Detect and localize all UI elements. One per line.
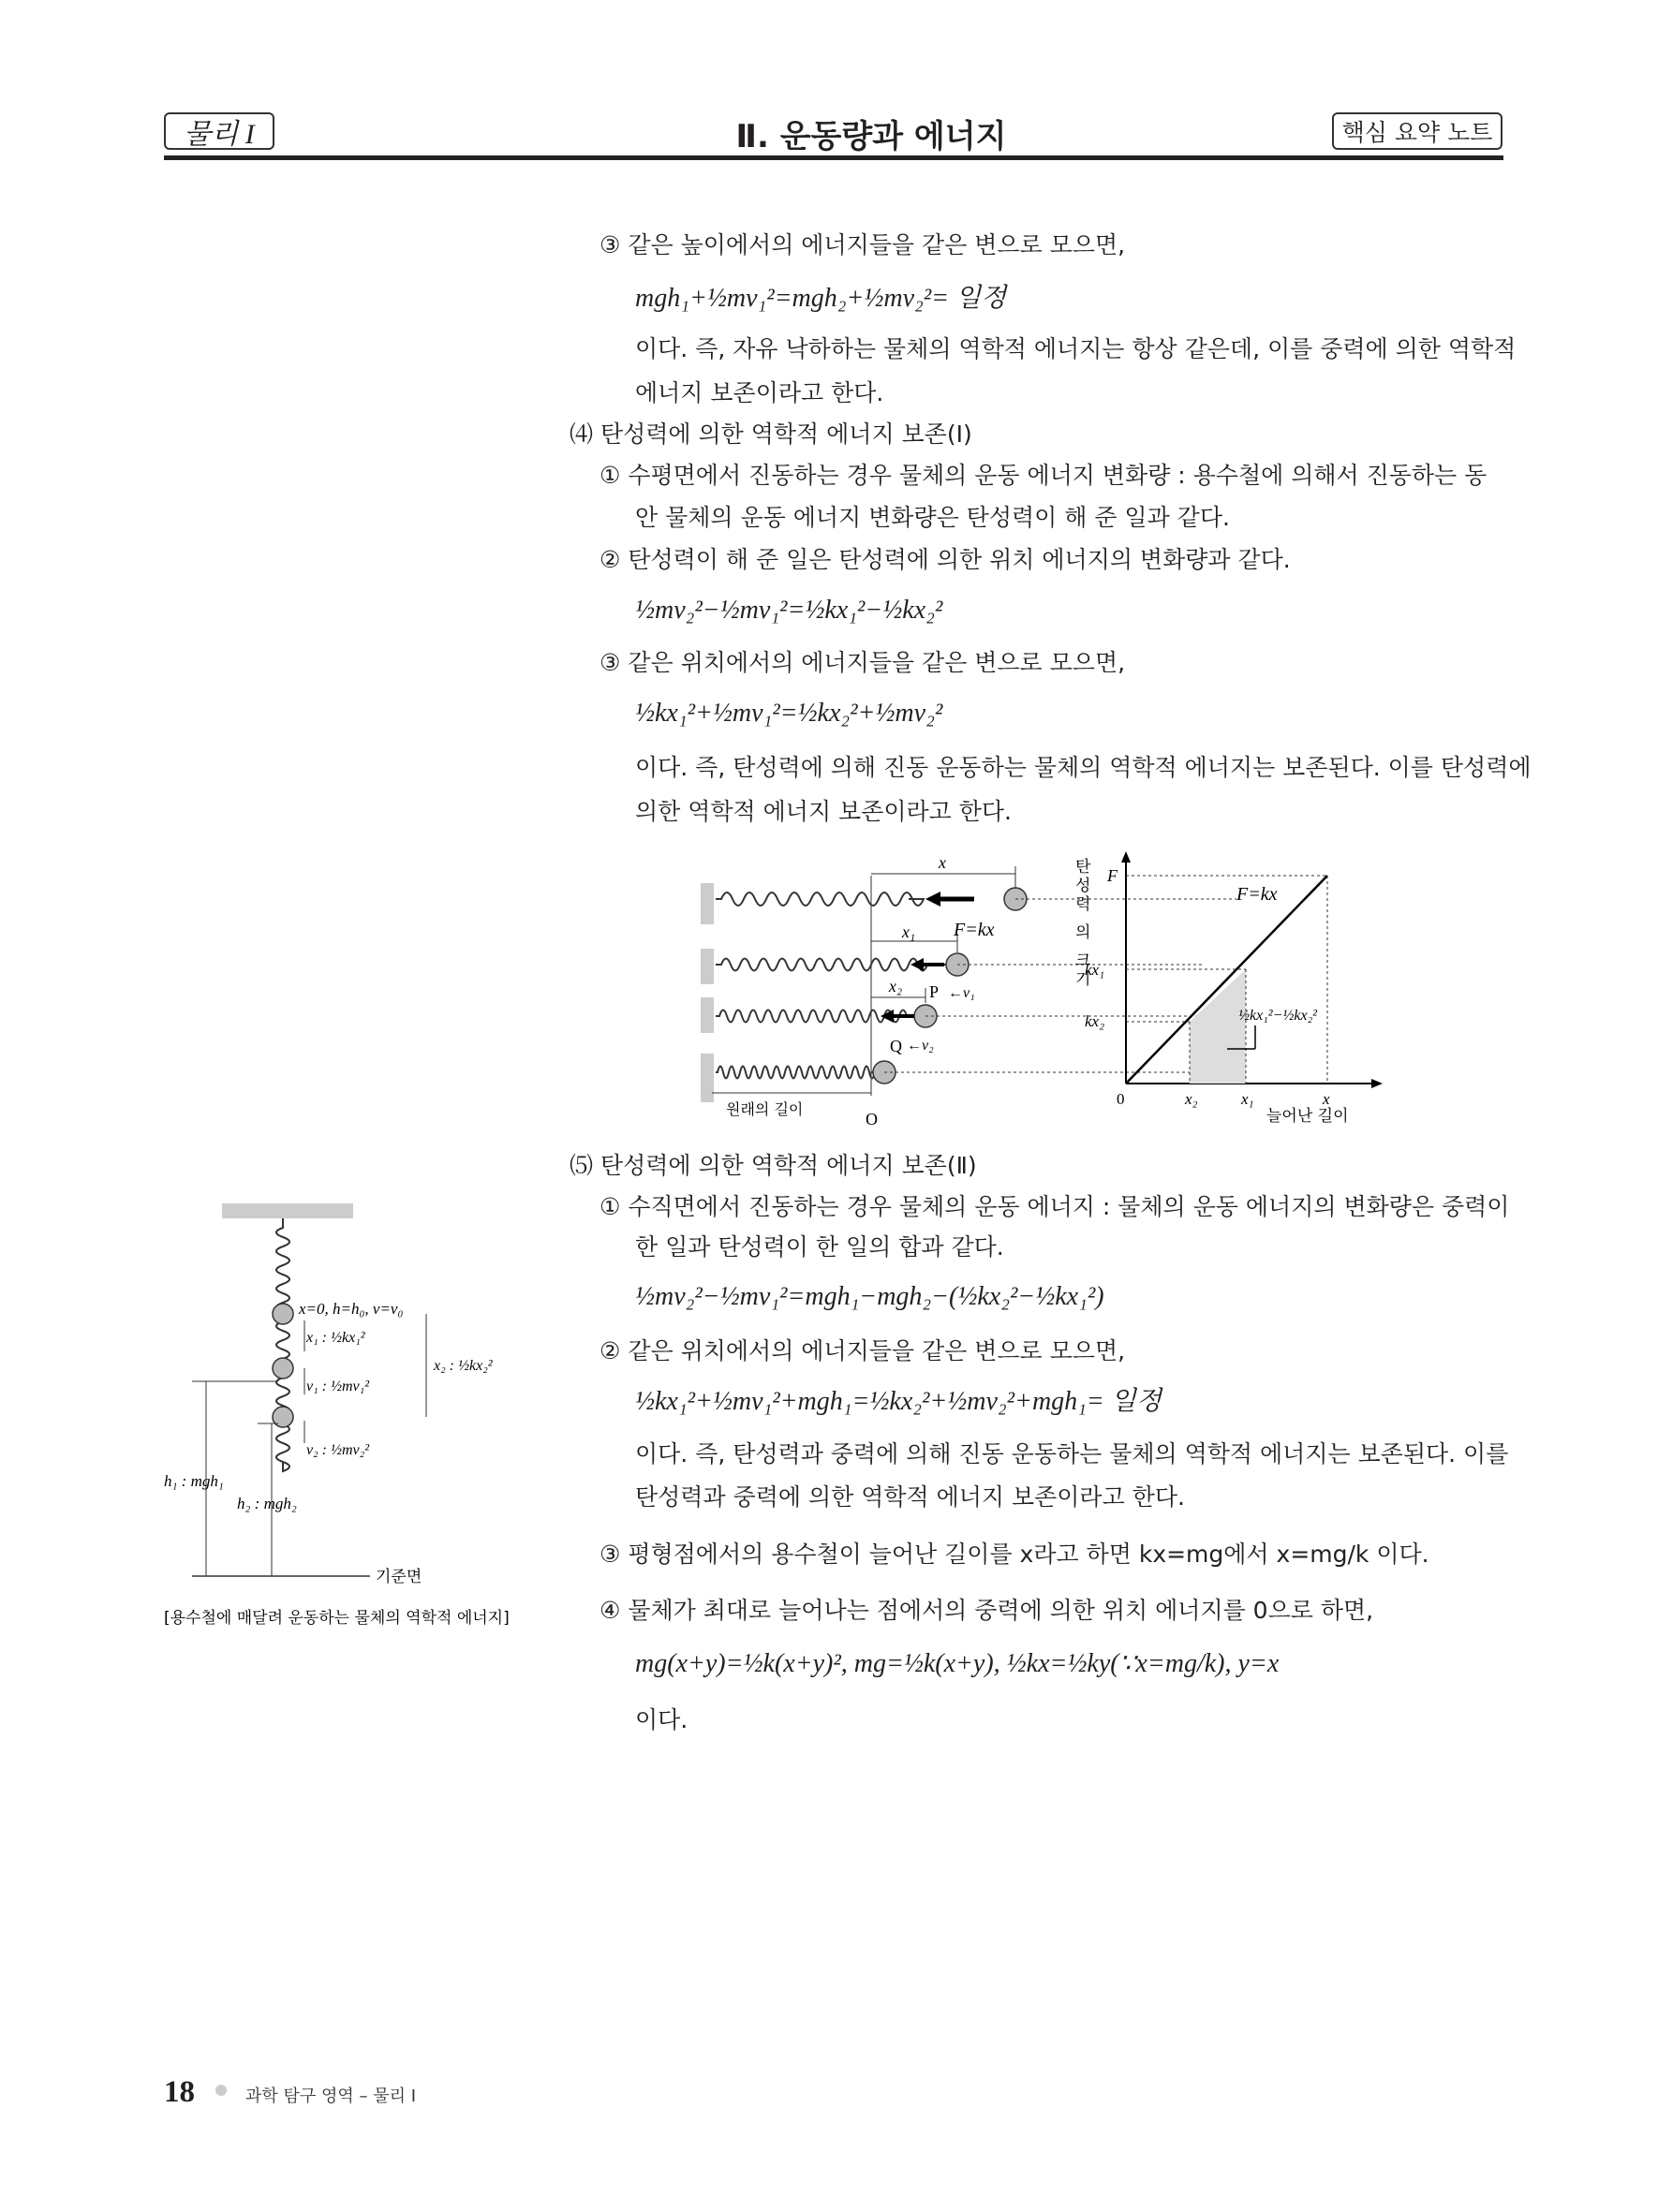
text-line: 안 물체의 운동 에너지 변화량은 탄성력이 해 준 일과 같다. [635,504,1230,531]
equation: ½mv₂²−½mv₁²=mgh₁−mgh₂−(½kx₂²−½kx₁²) [635,1282,1104,1311]
text-line: 이다. [635,1706,688,1733]
section-heading: ⑷ 탄성력에 의한 역학적 에너지 보존(Ⅰ) [570,420,972,448]
label-reference-plane: 기준면 [376,1568,422,1586]
text-line: 이다. 즉, 자유 낙하하는 물체의 역학적 에너지는 항상 같은데, 이를 중력에 의한 역학적 [635,335,1517,362]
figure2-caption: [용수철에 매달려 운동하는 물체의 역학적 에너지] [164,1609,510,1625]
text-line: 탄성력과 중력에 의한 역학적 에너지 보존이라고 한다. [635,1483,1185,1511]
label-Q: Q [890,1037,902,1055]
svg-text:기: 기 [1075,970,1091,988]
label-area: ½kx₁²−½kx₂² [1238,1008,1317,1024]
equation: ½mv₂²−½mv₁²=½kx₁²−½kx₂² [635,596,943,625]
section-heading: ⑸ 탄성력에 의한 역학적 에너지 보존(Ⅱ) [570,1152,977,1179]
equation: ½kx₁²+½mv₁²+mgh₁=½kx₂²+½mv₂²+mgh₁= 일정 [635,1387,1162,1416]
text-line: 이다. 즉, 탄성력에 의해 진동 운동하는 물체의 역학적 에너지는 보존된다. 이를 탄성력에 [635,754,1532,781]
text-line: 에너지 보존이라고 한다. [635,379,884,406]
label-v2: ←v₂ [907,1038,934,1054]
label-v1: ←v₁ [948,985,975,1001]
text-line: 의한 역학적 에너지 보존이라고 한다. [635,798,1012,825]
label-zero: 0 [1117,1090,1125,1108]
header-rule [164,155,1503,160]
label-original-length: 원래의 길이 [726,1100,804,1118]
label-kx1: kx₁ [1085,961,1105,979]
text-line: ③ 같은 높이에서의 에너지들을 같은 변으로 모으면, [600,231,1126,258]
chapter-title: Ⅱ. 운동량과 에너지 [735,118,1007,155]
svg-text:탄: 탄 [1075,858,1091,876]
equation: mg(x+y)=½k(x+y)², mg=½k(x+y), ½kx=½ky(∵x=mg/k), y=x [635,1649,1280,1678]
label-axis-x: x [1323,1090,1330,1108]
label-x2: x₂ [888,977,903,995]
label-state0: x=0, h=h₀, v=v₀ [299,1300,404,1318]
svg-text:의: 의 [1075,923,1091,941]
svg-text:크: 크 [1075,951,1091,969]
subject-tag: 물리 I [164,112,274,150]
label-O: O [866,1110,878,1128]
label-top-x: x [939,853,946,872]
text-line: ③ 같은 위치에서의 에너지들을 같은 변으로 모으면, [600,649,1126,676]
spring-force-figure [693,848,1386,1128]
equation: ½kx₁²+½mv₁²=½kx₂²+½mv₂² [635,699,943,728]
label-h2: h₂ : mgh₂ [237,1495,297,1512]
label-v1-energy: v₁ : ½mv₁² [306,1379,370,1394]
label-F: F [1107,866,1118,885]
text-line: ② 같은 위치에서의 에너지들을 같은 변으로 모으면, [600,1337,1126,1364]
text-line: 한 일과 탄성력이 한 일의 합과 같다. [635,1233,1004,1261]
text-line: ① 수평면에서 진동하는 경우 물체의 운동 에너지 변화량 : 용수철에 의해서 진동하는 동 [600,462,1488,489]
label-v2-energy: v₂ : ½mv₂² [306,1442,370,1458]
svg-text:성: 성 [1075,877,1091,894]
page-number: 18 [164,2075,195,2109]
text-line: ④ 물체가 최대로 늘어나는 점에서의 중력에 의한 위치 에너지를 0으로 하면, [600,1597,1374,1624]
text-line: ① 수직면에서 진동하는 경우 물체의 운동 에너지 : 물체의 운동 에너지의 변화량은 중력이 [600,1193,1510,1220]
note-tag: 핵심 요약 노트 [1332,112,1503,150]
equation: mgh₁+½mv₁²=mgh₂+½mv₂²= 일정 [635,284,1007,313]
label-h1: h₁ : mgh₁ [164,1472,224,1490]
label-x1-energy: x₁ : ½kx₁² [306,1330,365,1346]
label-axis-x1: x₁ [1241,1090,1254,1108]
text-line: 이다. 즉, 탄성력과 중력에 의해 진동 운동하는 물체의 역학적 에너지는 보존된다. 이를 [635,1440,1509,1467]
label-kx2: kx₂ [1085,1012,1105,1030]
svg-text:력: 력 [1075,895,1091,913]
label-P: P [929,982,940,1001]
label-axis-x2: x₂ [1185,1090,1198,1108]
footer-text: 과학 탐구 영역 – 물리 Ⅰ [245,2087,417,2106]
label-Fkx: F=kx [1236,884,1278,905]
footer-dot [215,2085,227,2096]
label-x1: x₁ [901,922,916,941]
vertical-spring-figure [155,1185,567,1625]
text-line: ② 탄성력이 해 준 일은 탄성력에 의한 위치 에너지의 변화량과 같다. [600,546,1291,573]
xaxis-title: 늘어난 길이 [1266,1107,1349,1126]
label-force: F=kx [954,920,995,940]
label-x2-energy: x₂ : ½kx₂² [434,1358,493,1374]
text-line: ③ 평형점에서의 용수철이 늘어난 길이를 x라고 하면 kx=mg에서 x=mg/k 이다. [600,1541,1429,1568]
